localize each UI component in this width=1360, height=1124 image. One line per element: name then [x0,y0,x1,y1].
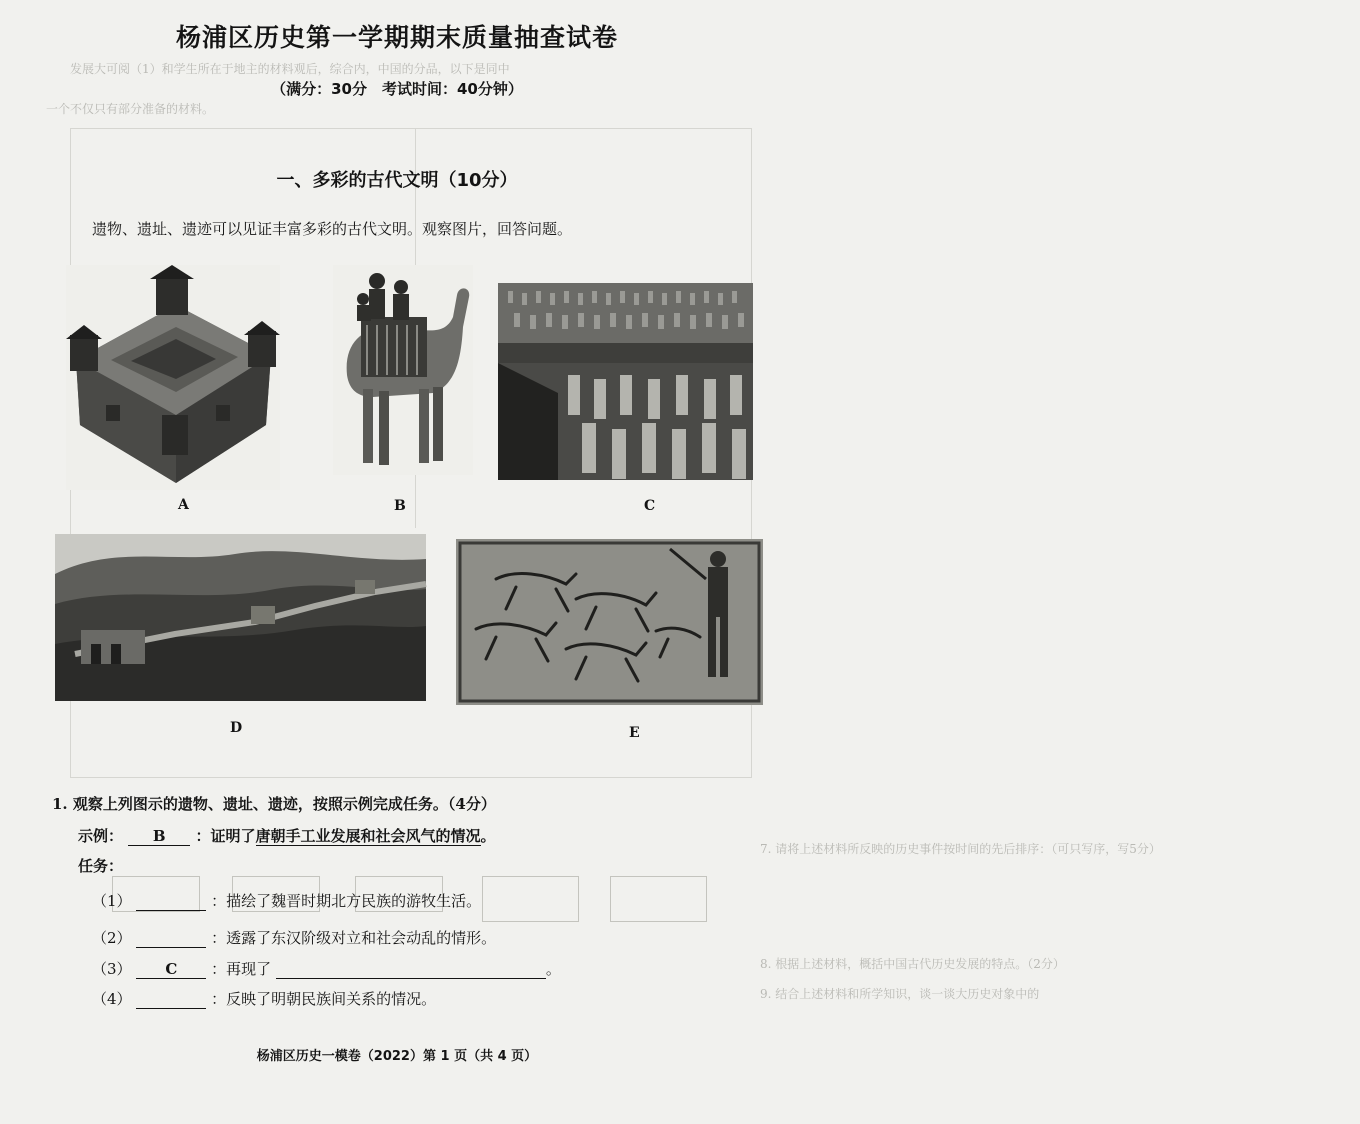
terracotta-army-icon [498,283,753,480]
example-prefix: ：证明了 [195,827,256,845]
bleed-text-4: 8. 根据上述材料，概括中国古代历史发展的特点。（2分） [760,957,1065,971]
task-item-4-answer[interactable] [136,990,206,1009]
task-item-3-text: ：再现了 [211,960,272,978]
great-wall-icon [55,534,426,701]
bleed-box-5 [610,876,707,922]
figure-b-image [333,265,473,475]
example-answer-blank: B [128,827,190,846]
section-title: 一、多彩的古代文明（10分） [276,170,518,191]
task-item-4-num: （4） [92,990,132,1008]
bleed-text-1: 发展大可阅（1）和学生所在于地主的材料观后，综合内，中国的分品，以下是同中 [70,62,510,76]
task-item-3-end: 。 [545,960,561,978]
mural-horses-icon [456,539,763,705]
example-row [78,825,496,846]
bleed-text-5: 9. 结合上述材料和所学知识，谈一谈大历史对象中的 [760,987,1040,1001]
task-item-2-answer[interactable] [136,929,206,948]
example-end: 。 [480,827,496,845]
camel-figurine-icon [333,265,473,475]
figure-a-caption: A [178,497,189,513]
bleed-box-4 [482,876,579,922]
task-item-2-num: （2） [92,929,132,947]
figure-c-image [498,283,753,480]
section-intro: 遗物、遗址、遗迹可以见证丰富多彩的古代文明。观察图片，回答问题。 [92,220,573,238]
task-item-1-answer[interactable] [136,892,206,911]
example-text: 唐朝手工业发展和社会风气的情况 [255,827,481,845]
task-item-4-text: ：反映了明朝民族间关系的情况。 [211,990,437,1008]
task-item-3-answer[interactable]: C [136,960,206,979]
bleed-text-2: 一个不仅只有部分准备的材料。 [46,102,215,116]
task-item-3 [92,958,561,979]
task-item-4 [92,988,436,1009]
task-item-2-text: ：透露了东汉阶级对立和社会动乱的情形。 [211,929,497,947]
fortress-model-icon [66,265,280,490]
task-item-3-fill-blank[interactable] [276,960,546,979]
task-item-1 [92,890,481,911]
figure-e-image [456,539,763,705]
page-footer: 杨浦区历史一模卷（2022）第 1 页（共 4 页） [256,1049,538,1064]
task-item-2 [92,927,496,948]
figure-d-caption: D [230,720,243,736]
figure-d-image [55,534,426,701]
figure-e-caption: E [629,725,640,741]
page-title: 杨浦区历史第一学期期末质量抽查试卷 [175,23,618,52]
task-item-1-num: （1） [92,892,132,910]
figure-b-caption: B [394,498,406,514]
figure-c-caption: C [644,498,656,514]
task-item-1-text: ：描绘了魏晋时期北方民族的游牧生活。 [211,892,482,910]
page-subtitle: （满分：30分 考试时间：40分钟） [271,80,523,98]
bleed-text-3: 7. 请将上述材料所反映的历史事件按时间的先后排序：（可只写序，写5分） [760,842,1161,856]
figure-a-image [66,265,280,490]
task-label: 任务： [78,857,124,875]
task-item-3-num: （3） [92,960,132,978]
example-label: 示例： [78,827,124,845]
question-1-prompt: 1. 观察上列图示的遗物、遗址、遗迹，按照示例完成任务。（4分） [52,795,496,813]
